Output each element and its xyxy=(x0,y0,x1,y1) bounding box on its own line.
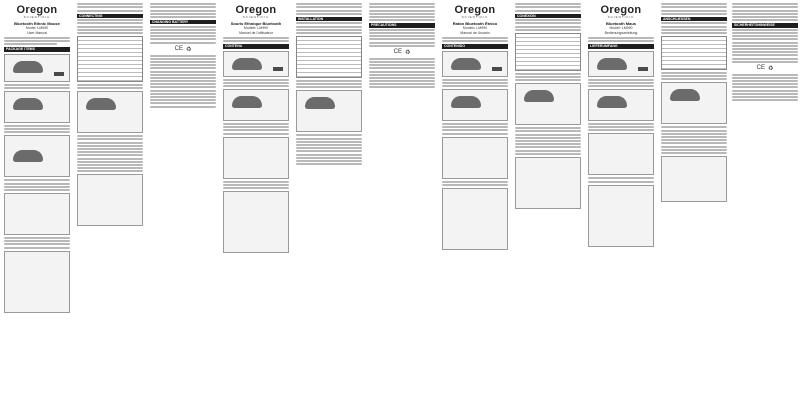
compliance-icons xyxy=(732,65,798,72)
column-9 xyxy=(588,2,654,400)
spec-table xyxy=(661,36,727,70)
steps-figure xyxy=(223,137,289,179)
manual-title: Bluetooth Ethnic Mouse xyxy=(14,21,60,26)
spec-table xyxy=(77,36,143,82)
column-3 xyxy=(150,2,216,400)
manual-label: Manuel de l'utilisateur xyxy=(239,30,273,35)
connect-figure xyxy=(515,83,581,125)
section-heading: CHANGING BATTERY xyxy=(150,20,216,25)
brand-tagline: SCIENTIFIC xyxy=(607,15,635,19)
connect-figure xyxy=(296,90,362,132)
spec-table xyxy=(296,36,362,78)
steps-figure-2 xyxy=(588,185,654,247)
brand-logo: Oregon xyxy=(600,4,642,16)
package-figure xyxy=(588,51,654,77)
manual-label: Bedienungsanleitung xyxy=(604,30,638,35)
brand-tagline: SCIENTIFIC xyxy=(461,15,489,19)
compliance-icons xyxy=(369,49,435,56)
model-label: Model: LM990 xyxy=(25,26,49,30)
model-label: Modelo: LM990 xyxy=(462,26,488,30)
mouse-figure xyxy=(588,89,654,121)
manual-title: Souris Ethnique Bluetooth xyxy=(230,21,282,26)
package-figure xyxy=(223,51,289,77)
column-1 xyxy=(4,2,70,400)
brand-logo: Oregon xyxy=(16,4,58,16)
manual-title: Ratón Bluetooth Étnico xyxy=(452,21,498,26)
column-6 xyxy=(369,2,435,400)
ce-mark: CE xyxy=(756,64,765,71)
mouse-figure xyxy=(442,89,508,121)
section-heading: PACKAGE ITEMS xyxy=(4,47,70,52)
package-figure xyxy=(442,51,508,77)
column-4 xyxy=(223,2,289,400)
section-heading: CONEXIÓN xyxy=(515,14,581,19)
column-2 xyxy=(77,2,143,400)
section-heading: PRECAUTIONS xyxy=(369,23,435,28)
model-label: Modell: LM990 xyxy=(609,26,633,30)
manual-label: User Manual xyxy=(27,30,47,35)
ce-mark: CE xyxy=(393,48,402,55)
steps-figure xyxy=(442,137,508,179)
package-figure xyxy=(4,54,70,82)
section-heading: INSTALLATION xyxy=(296,17,362,22)
battery-figure xyxy=(661,156,727,202)
mouse-figure xyxy=(4,91,70,123)
steps-figure-2 xyxy=(223,191,289,253)
section-heading: CONNECTING xyxy=(77,14,143,19)
compliance-icons xyxy=(150,46,216,53)
manual-label: Manual de Usuario xyxy=(460,30,490,35)
connect-figure xyxy=(77,91,143,133)
section-heading: LIEFERUMFANG xyxy=(588,44,654,49)
connect-figure xyxy=(661,82,727,124)
column-5 xyxy=(296,2,362,400)
brand-logo: Oregon xyxy=(454,4,496,16)
section-heading: CONTENU xyxy=(223,44,289,49)
section-heading: CONTENIDO xyxy=(442,44,508,49)
manual-title: Bluetooth Maus xyxy=(606,21,636,26)
battery-figure xyxy=(77,174,143,226)
brand-logo: Oregon xyxy=(235,4,277,16)
column-10 xyxy=(661,2,727,400)
steps-figure xyxy=(4,193,70,235)
ce-mark: CE xyxy=(174,45,183,52)
diagram-figure xyxy=(4,135,70,177)
recycle-icon: ♻ xyxy=(404,49,411,56)
column-8 xyxy=(515,2,581,400)
steps-figure-2 xyxy=(4,251,70,313)
mouse-figure xyxy=(223,89,289,121)
column-7 xyxy=(442,2,508,400)
spec-table xyxy=(515,33,581,71)
column-11 xyxy=(732,2,798,400)
steps-figure-2 xyxy=(442,188,508,250)
brand-tagline: SCIENTIFIC xyxy=(242,15,270,19)
section-heading: ANSCHLIESSEN xyxy=(661,17,727,22)
model-label: Modèle: LM990 xyxy=(243,26,269,30)
battery-figure xyxy=(515,157,581,209)
steps-figure xyxy=(588,133,654,175)
recycle-icon: ♻ xyxy=(185,46,192,53)
brand-tagline: SCIENTIFIC xyxy=(23,15,51,19)
section-heading: SICHERHEITSHINWEISE xyxy=(732,23,798,28)
recycle-icon: ♻ xyxy=(767,65,774,72)
